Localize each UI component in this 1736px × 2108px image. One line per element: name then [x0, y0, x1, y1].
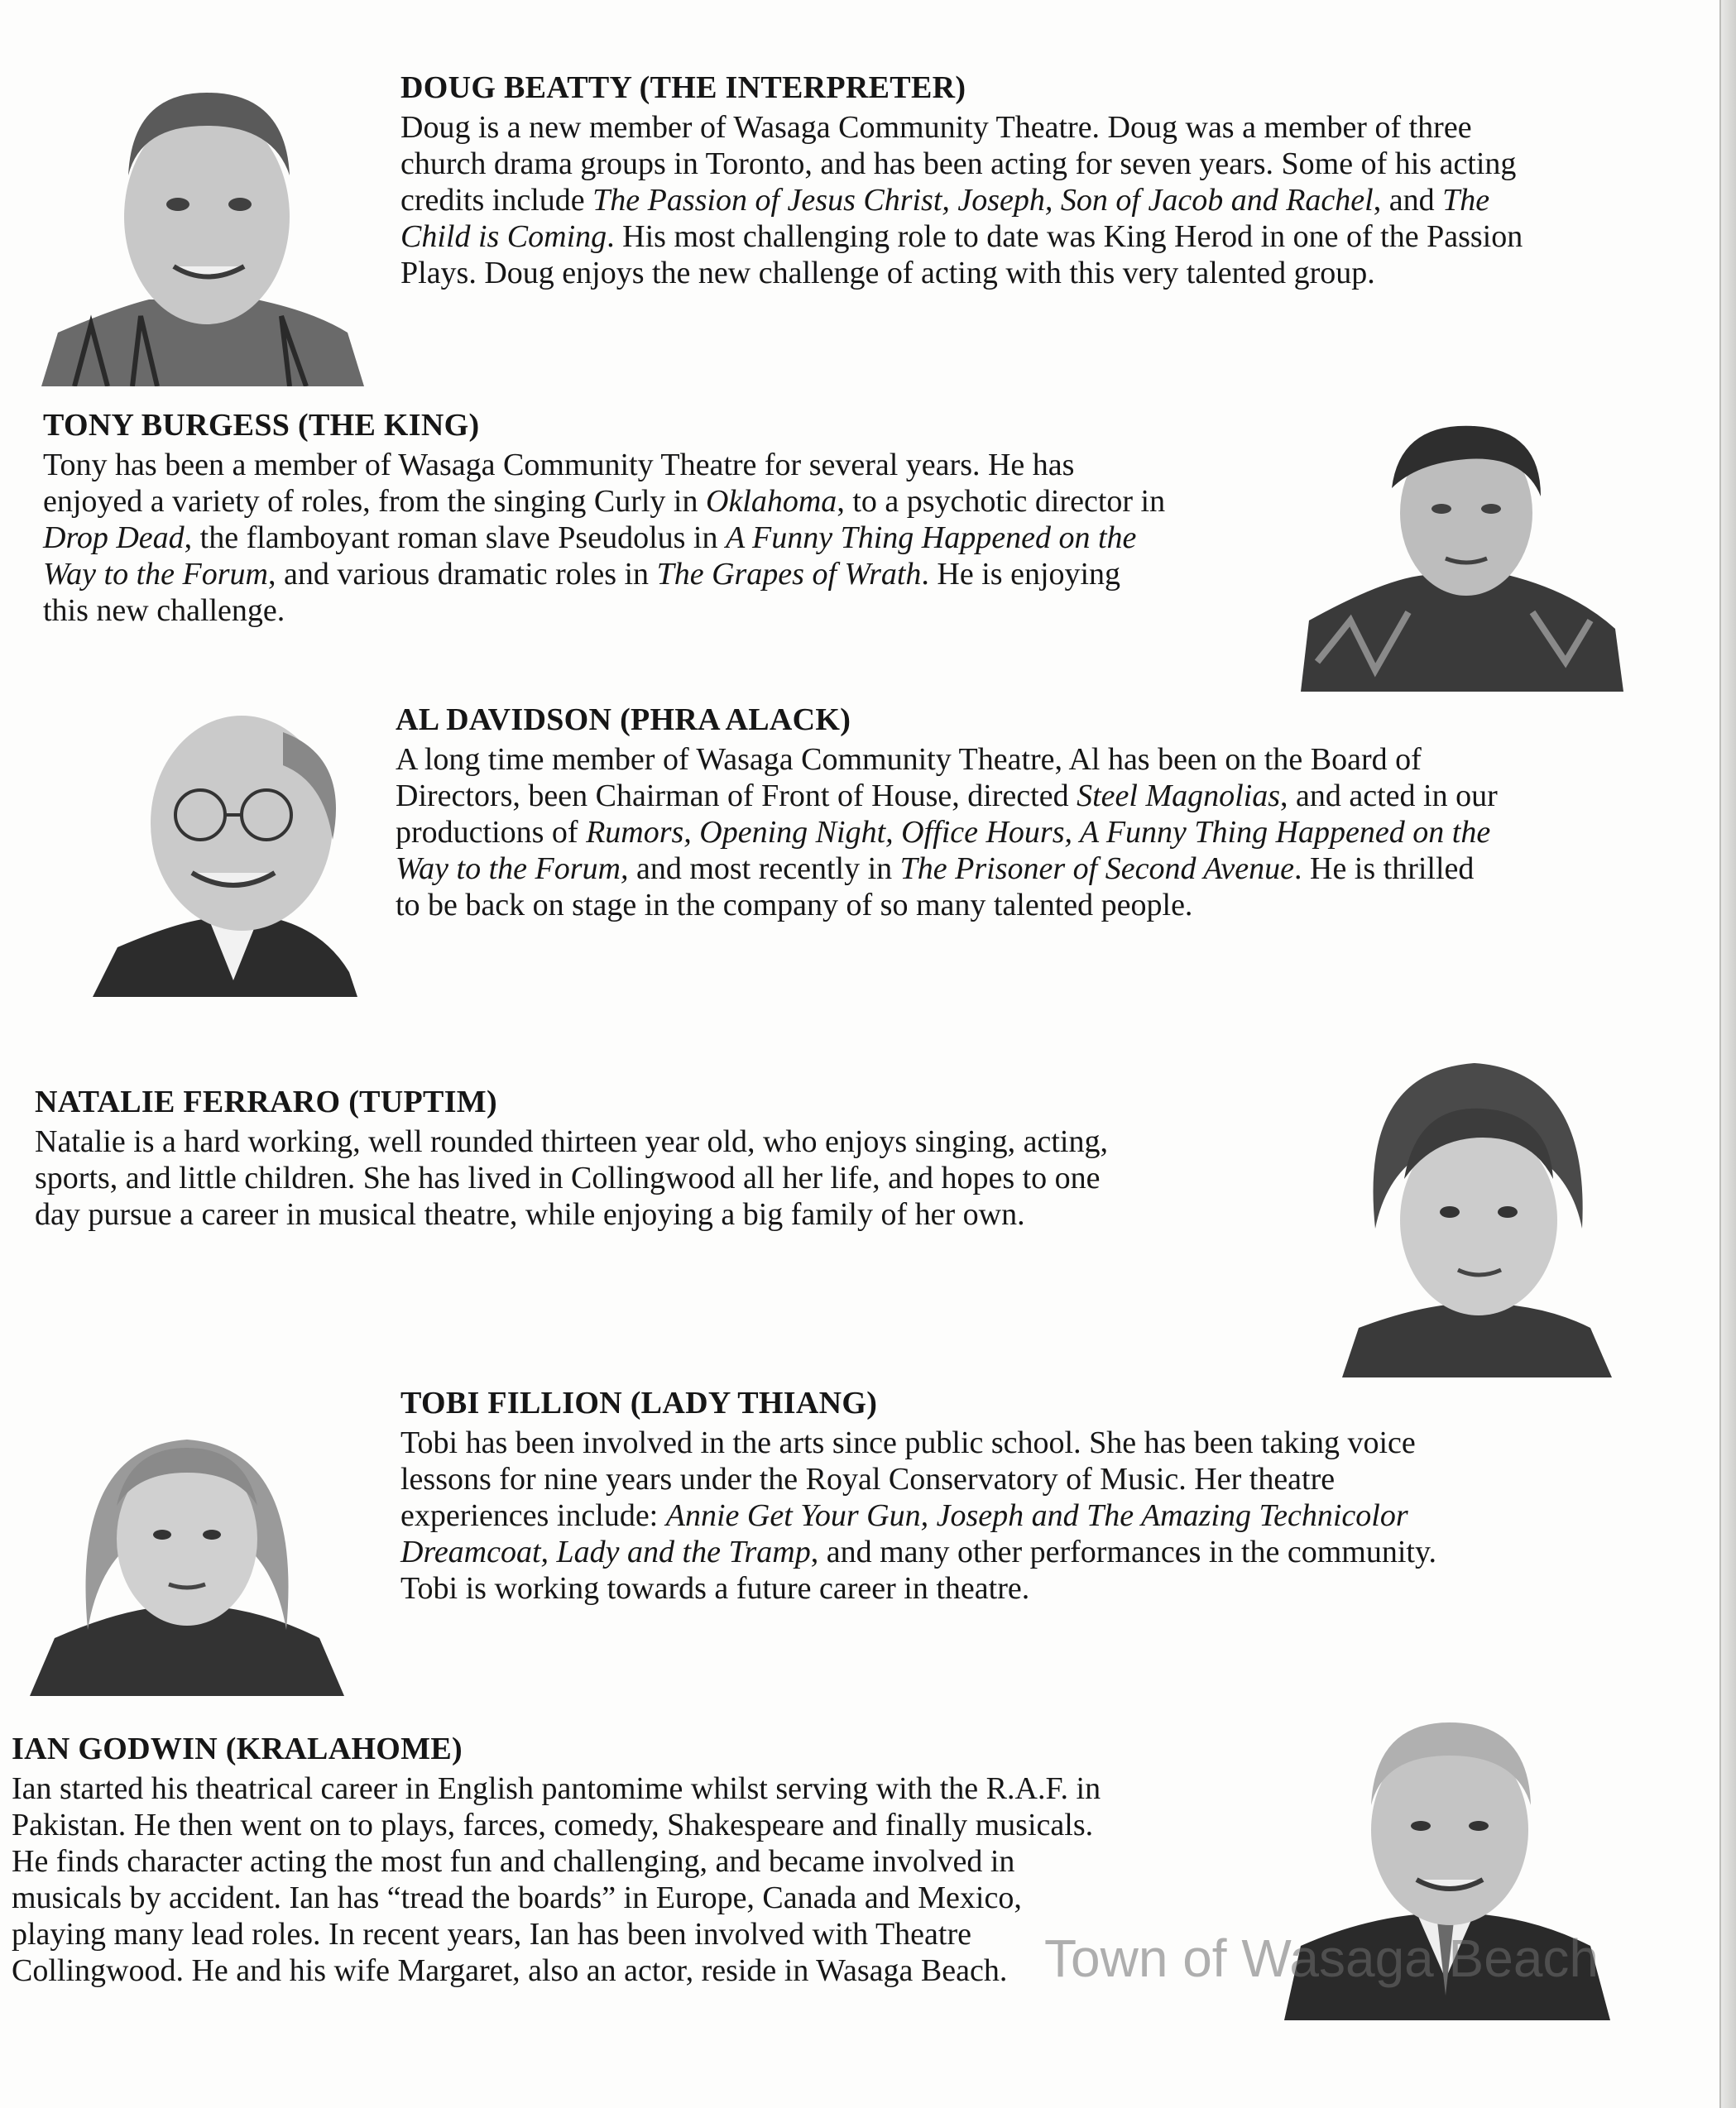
bio-line: musicals by accident. Ian has “tread the boards” in Europe, Canada and Mexico, — [12, 1880, 1022, 1915]
bio-line: enjoyed a variety of roles, from the singing Curly in Oklahoma, to a psychotic director in — [43, 484, 1166, 519]
bio-natalie-ferraro — [35, 1082, 1326, 1233]
bio-line: this new challenge. — [43, 593, 285, 628]
bio-line: Natalie is a hard working, well rounded thirteen year old, who enjoys singing, acting, — [35, 1124, 1108, 1159]
bio-heading: AL DAVIDSON (PHRA ALACK) — [396, 702, 851, 737]
bio-line: Doug is a new member of Wasaga Community Theatre. Doug was a member of three — [400, 110, 1472, 145]
bio-title-italic: Dreamcoat, Lady and the Tramp — [400, 1535, 811, 1569]
bio-line: day pursue a career in musical theatre, while enjoying a big family of her own. — [35, 1197, 1025, 1232]
bio-text — [400, 1425, 1658, 1607]
bio-line: Dreamcoat, Lady and the Tramp, and many other performances in the community. — [400, 1535, 1437, 1569]
bio-line: He finds character acting the most fun and challenging, and became involved in — [12, 1844, 1015, 1879]
bio-heading: IAN GODWIN (KRALAHOME) — [12, 1732, 463, 1766]
portrait-photo-al — [84, 699, 357, 997]
portrait-photo-tony — [1301, 414, 1623, 692]
bio-title-italic: The Prisoner of Second Avenue — [899, 851, 1294, 886]
bio-text — [43, 447, 1301, 629]
portrait-photo-natalie — [1342, 1038, 1612, 1377]
bio-line: Way to the Forum, and various dramatic roles in The Grapes of Wrath. He is enjoying — [43, 557, 1121, 592]
bio-line: Pakistan. He then went on to plays, farces, comedy, Shakespeare and finally musicals. — [12, 1808, 1094, 1842]
bio-text — [35, 1123, 1326, 1233]
bio-doug-beatty — [400, 68, 1642, 291]
bio-line: Tony has been a member of Wasaga Community Theatre for several years. He has — [43, 448, 1075, 482]
bio-text — [400, 109, 1642, 291]
bio-title-italic: The Passion of Jesus Christ, Joseph, Son of Jacob and Rachel — [592, 183, 1374, 218]
bio-line: credits include The Passion of Jesus Christ, Joseph, Son of Jacob and Rachel, and The — [400, 183, 1490, 218]
bio-line: playing many lead roles. In recent years, Ian has been involved with Theatre — [12, 1917, 971, 1952]
bio-line: Tobi has been involved in the arts since public school. She has been taking voice — [400, 1425, 1416, 1460]
portrait-photo-tobi — [30, 1398, 344, 1696]
bio-title-italic: Annie Get Your Gun, Joseph and The Amazing Technicolor — [665, 1498, 1408, 1533]
bio-heading: TOBI FILLION (LADY THIANG) — [400, 1386, 878, 1421]
bio-line: church drama groups in Toronto, and has been acting for seven years. Some of his acting — [400, 146, 1517, 181]
bio-line: sports, and little children. She has lived in Collingwood all her life, and hopes to one — [35, 1161, 1101, 1195]
watermark: Town of Wasaga Beach — [1044, 1928, 1599, 1988]
bio-heading: NATALIE FERRARO (TUPTIM) — [35, 1085, 497, 1119]
bio-tobi-fillion — [400, 1383, 1658, 1607]
bio-title-italic: Way to the Forum, — [396, 851, 629, 886]
bio-line: Way to the Forum, and most recently in The Prisoner of Second Avenue. He is thrilled — [396, 851, 1475, 886]
bio-title-italic: Steel Magnolias — [1077, 779, 1280, 813]
bio-line: A long time member of Wasaga Community Theatre, Al has been on the Board of — [396, 742, 1422, 777]
bio-line: productions of Rumors, Opening Night, Office Hours, A Funny Thing Happened on the — [396, 815, 1491, 850]
bio-line: experiences include: Annie Get Your Gun, Joseph and The Amazing Technicolor — [400, 1498, 1408, 1533]
bio-line: Ian started his theatrical career in English pantomime whilst serving with the R.A.F. in — [12, 1771, 1101, 1806]
bio-heading: TONY BURGESS (THE KING) — [43, 408, 480, 443]
bio-heading: DOUG BEATTY (THE INTERPRETER) — [400, 70, 966, 105]
bio-title-italic: A Funny Thing Happened on the — [725, 520, 1137, 555]
bio-title-italic: Oklahoma — [706, 484, 837, 519]
bio-text — [396, 741, 1653, 923]
bio-line: Child is Coming. His most challenging role to date was King Herod in one of the Passion — [400, 219, 1523, 254]
bio-title-italic: Child is Coming — [400, 219, 607, 254]
bio-title-italic: The Grapes of Wrath — [656, 557, 922, 592]
page-edge — [1719, 0, 1736, 2108]
bio-line: to be back on stage in the company of so many talented people. — [396, 888, 1193, 922]
bio-al-davidson — [396, 700, 1653, 923]
bio-title-italic: Rumors, Opening Night, Office Hours, A Funny Thing Happened on the — [586, 815, 1491, 850]
bio-tony-burgess — [43, 405, 1301, 629]
bio-title-italic: Drop Dead — [43, 520, 185, 555]
bio-title-italic: Way to the Forum — [43, 557, 268, 592]
portrait-photo-doug — [41, 60, 364, 386]
bio-line: Directors, been Chairman of Front of House, directed Steel Magnolias, and acted in our — [396, 779, 1498, 813]
bio-line: lessons for nine years under the Royal Conservatory of Music. Her theatre — [400, 1462, 1336, 1497]
bio-line: Drop Dead, the flamboyant roman slave Pseudolus in A Funny Thing Happened on the — [43, 520, 1137, 555]
bio-line: Plays. Doug enjoys the new challenge of acting with this very talented group. — [400, 256, 1375, 290]
bio-title-italic: The — [1442, 183, 1490, 218]
bio-line: Tobi is working towards a future career in theatre. — [400, 1571, 1030, 1606]
bio-line: Collingwood. He and his wife Margaret, also an actor, reside in Wasaga Beach. — [12, 1953, 1008, 1988]
